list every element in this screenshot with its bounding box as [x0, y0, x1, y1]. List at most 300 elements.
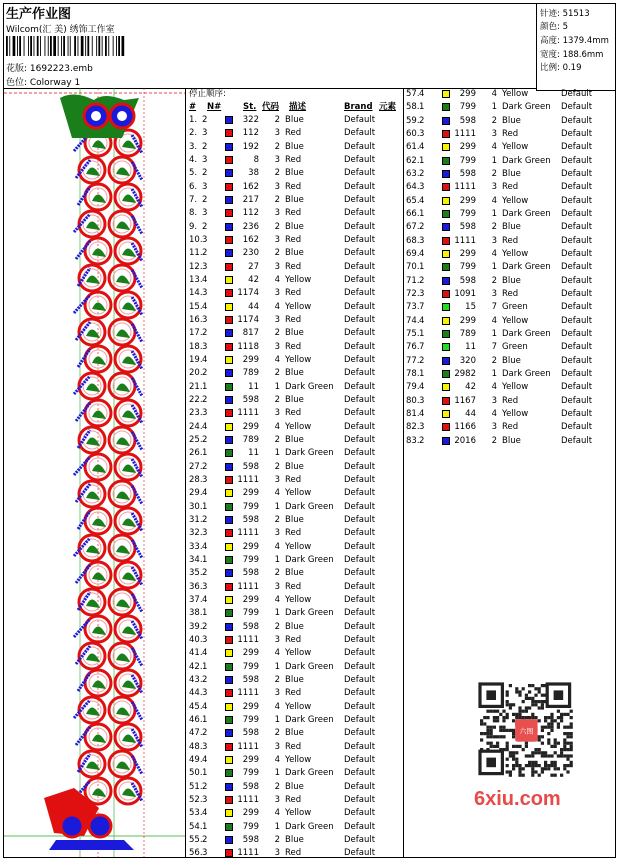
stop-number: 69. — [406, 249, 420, 259]
stop-color-code: 3 — [274, 794, 280, 805]
color-swatch — [442, 197, 450, 205]
stop-row — [406, 248, 611, 261]
stop-number: 26. — [189, 448, 203, 459]
stop-stitch-count: 2982 — [454, 368, 476, 379]
stop-brand: Default — [344, 501, 376, 512]
stop-needle: 1 — [202, 381, 208, 392]
stop-brand: Default — [561, 262, 593, 273]
stop-needle: 1 — [419, 368, 425, 379]
stop-needle: 2 — [202, 115, 208, 125]
stop-number: 41. — [189, 648, 203, 659]
stop-color-code: 1 — [274, 661, 280, 672]
stop-row — [406, 88, 611, 101]
color-swatch — [225, 356, 233, 364]
stop-row — [189, 754, 394, 767]
column-divider-left — [185, 88, 186, 857]
stop-needle: 4 — [419, 195, 425, 206]
stop-brand: Default — [344, 794, 376, 805]
stop-row — [189, 621, 394, 634]
stop-brand: Default — [561, 342, 593, 353]
stop-needle: 1 — [419, 155, 425, 166]
stop-row — [189, 447, 394, 460]
stop-number: 47. — [189, 728, 203, 739]
stop-color-name: Dark Green — [502, 262, 551, 273]
stop-row — [406, 128, 611, 141]
stop-number: 34. — [189, 554, 203, 565]
stop-row — [406, 115, 611, 128]
stop-needle: 3 — [419, 235, 425, 246]
stop-brand: Default — [344, 474, 376, 485]
stop-brand: Default — [344, 434, 376, 445]
stop-row — [406, 395, 611, 408]
stop-color-name: Yellow — [502, 142, 529, 153]
stop-color-name: Yellow — [285, 594, 312, 605]
color-swatch — [225, 836, 233, 844]
stop-color-name: Yellow — [285, 648, 312, 659]
stop-color-code: 1 — [274, 821, 280, 832]
stop-stitch-count: 299 — [242, 421, 259, 432]
stop-color-code: 2 — [274, 514, 280, 525]
stop-needle: 1 — [419, 209, 425, 219]
stop-stitch-count: 598 — [459, 169, 476, 179]
stop-stitch-count: 799 — [459, 209, 476, 219]
stop-needle: 4 — [419, 382, 425, 393]
header-needle: N# — [207, 102, 222, 112]
stop-row — [189, 834, 394, 847]
stop-row — [406, 261, 611, 274]
stop-brand: Default — [344, 621, 376, 632]
stop-stitch-count: 42 — [465, 382, 476, 393]
color-swatch — [442, 303, 450, 311]
color-swatch — [225, 169, 233, 177]
stop-row — [406, 328, 611, 341]
stop-brand: Default — [344, 701, 376, 712]
stop-needle: 4 — [419, 142, 425, 153]
stop-number: 55. — [189, 834, 203, 845]
color-swatch — [442, 130, 450, 138]
stop-needle: 2 — [202, 834, 208, 845]
stop-needle: 7 — [419, 302, 425, 313]
stop-brand: Default — [344, 821, 376, 832]
stop-stitch-count: 1111 — [454, 129, 476, 139]
stop-row — [189, 821, 394, 834]
stop-needle: 3 — [202, 235, 208, 245]
stop-stitch-count: 598 — [459, 115, 476, 126]
stop-brand: Default — [344, 728, 376, 739]
stop-color-code: 3 — [274, 408, 280, 419]
stop-number: 72. — [406, 288, 420, 299]
color-swatch — [225, 756, 233, 764]
stop-stitch-count: 799 — [242, 714, 259, 725]
stop-number: 80. — [406, 395, 420, 406]
stop-brand: Default — [344, 195, 376, 205]
stop-color-code: 3 — [274, 314, 280, 325]
stop-brand: Default — [561, 275, 593, 286]
stop-row — [189, 687, 394, 700]
color-swatch — [225, 343, 233, 351]
stop-row — [189, 487, 394, 500]
stop-color-name: Dark Green — [502, 368, 551, 379]
color-swatch — [225, 369, 233, 377]
stop-brand: Default — [344, 128, 376, 139]
color-swatch — [442, 223, 450, 231]
stop-brand: Default — [344, 368, 376, 379]
stop-needle: 2 — [419, 435, 425, 446]
stop-color-code: 1 — [491, 328, 497, 339]
stop-color-name: Dark Green — [285, 768, 334, 779]
stop-needle: 4 — [419, 89, 425, 99]
stop-needle: 2 — [202, 434, 208, 445]
stop-color-code: 2 — [491, 222, 497, 233]
stop-row — [189, 234, 394, 247]
stop-needle: 4 — [202, 421, 208, 432]
stop-color-code: 3 — [491, 288, 497, 299]
color-swatch — [225, 183, 233, 191]
stop-row — [189, 527, 394, 540]
stop-number: 61. — [406, 142, 420, 153]
stop-brand: Default — [344, 181, 376, 192]
stop-number: 71. — [406, 275, 420, 286]
stat-stitches: 针迹: 51513 — [540, 9, 590, 19]
stop-color-name: Blue — [285, 141, 304, 152]
stop-color-name: Blue — [285, 514, 304, 525]
stop-color-name: Dark Green — [285, 448, 334, 459]
stop-color-code: 3 — [274, 528, 280, 539]
stop-color-code: 3 — [491, 182, 497, 193]
stop-needle: 2 — [202, 781, 208, 792]
stop-brand: Default — [344, 354, 376, 365]
stop-number: 52. — [189, 794, 203, 805]
stop-color-code: 4 — [274, 594, 280, 605]
stop-stitch-count: 299 — [459, 195, 476, 206]
stop-brand: Default — [561, 368, 593, 379]
stop-color-code: 7 — [491, 342, 497, 353]
stop-number: 33. — [189, 541, 203, 552]
color-swatch — [442, 117, 450, 125]
stop-color-code: 4 — [491, 315, 497, 326]
stop-color-code: 2 — [274, 434, 280, 445]
color-swatch — [442, 183, 450, 191]
stop-needle: 3 — [202, 528, 208, 539]
stop-color-code: 2 — [274, 728, 280, 739]
stop-needle: 3 — [419, 395, 425, 406]
stop-color-code: 3 — [274, 634, 280, 645]
color-swatch — [225, 436, 233, 444]
stop-number: 16. — [189, 314, 203, 325]
stop-stitch-count: 162 — [242, 181, 259, 192]
stop-color-name: Blue — [285, 834, 304, 845]
stop-row — [189, 474, 394, 487]
color-swatch — [225, 316, 233, 324]
stop-row — [406, 275, 611, 288]
stop-color-name: Yellow — [285, 421, 312, 432]
header-num: # — [189, 102, 197, 112]
stop-color-code: 2 — [274, 461, 280, 472]
stop-row — [406, 368, 611, 381]
header-element: 元素 — [379, 102, 397, 112]
stop-color-name: Dark Green — [502, 102, 551, 113]
stop-color-code: 4 — [491, 195, 497, 206]
stop-color-code: 1 — [274, 714, 280, 725]
stop-color-name: Red — [285, 634, 302, 645]
stop-color-code: 4 — [274, 541, 280, 552]
stop-color-code: 3 — [274, 155, 280, 165]
stop-stitch-count: 1111 — [237, 581, 259, 592]
stop-brand: Default — [344, 168, 376, 179]
stop-row — [189, 767, 394, 780]
color-swatch — [225, 156, 233, 164]
stop-number: 43. — [189, 674, 203, 685]
stop-brand: Default — [344, 208, 376, 219]
stop-stitch-count: 1111 — [237, 408, 259, 419]
stop-brand: Default — [561, 129, 593, 139]
color-swatch — [225, 489, 233, 497]
stop-color-code: 2 — [274, 221, 280, 232]
stop-color-name: Red — [285, 181, 302, 192]
stop-brand: Default — [344, 714, 376, 725]
stop-number: 22. — [189, 394, 203, 405]
stop-number: 10. — [189, 235, 203, 245]
stop-stitch-count: 799 — [459, 262, 476, 273]
company-name: Wilcom(汇 美) 绣饰工作室 — [6, 25, 115, 35]
stop-stitch-count: 598 — [242, 781, 259, 792]
stop-color-name: Blue — [502, 435, 521, 446]
stop-color-name: Blue — [502, 275, 521, 286]
barcode — [6, 36, 126, 56]
color-swatch — [225, 289, 233, 297]
stop-needle: 1 — [419, 262, 425, 273]
stop-needle: 1 — [202, 768, 208, 779]
stop-row — [189, 581, 394, 594]
stop-needle: 3 — [202, 474, 208, 485]
stop-color-name: Yellow — [502, 382, 529, 393]
stop-stitch-count: 598 — [459, 222, 476, 233]
stop-color-name: Red — [285, 474, 302, 485]
stop-number: 6. — [189, 181, 198, 192]
stop-row — [406, 235, 611, 248]
color-swatch — [225, 769, 233, 777]
color-swatch — [225, 476, 233, 484]
stop-number: 24. — [189, 421, 203, 432]
stop-color-code: 4 — [491, 408, 497, 419]
stop-number: 39. — [189, 621, 203, 632]
stop-needle: 2 — [202, 195, 208, 205]
stop-brand: Default — [344, 115, 376, 125]
color-swatch — [225, 729, 233, 737]
color-swatch — [442, 103, 450, 111]
stop-color-code: 3 — [274, 688, 280, 699]
stop-row — [189, 607, 394, 620]
stop-color-code: 4 — [274, 754, 280, 765]
stop-color-name: Dark Green — [285, 554, 334, 565]
stop-color-code: 2 — [274, 834, 280, 845]
stop-row — [406, 101, 611, 114]
stop-brand: Default — [344, 275, 376, 285]
stop-stitch-count: 299 — [242, 594, 259, 605]
stop-number: 14. — [189, 288, 203, 299]
stop-stitch-count: 44 — [465, 408, 476, 419]
stop-stitch-count: 799 — [242, 661, 259, 672]
stop-color-code: 3 — [274, 208, 280, 219]
stop-color-name: Blue — [285, 328, 304, 339]
stop-color-name: Dark Green — [502, 209, 551, 219]
stop-color-code: 2 — [491, 355, 497, 366]
stop-number: 49. — [189, 754, 203, 765]
stop-number: 62. — [406, 155, 420, 166]
stop-color-name: Red — [285, 794, 302, 805]
colorway-label: 色位: Colorway 1 — [6, 78, 81, 88]
column-divider-right — [403, 88, 404, 857]
stop-color-name: Yellow — [285, 275, 312, 285]
stop-brand: Default — [344, 781, 376, 792]
stop-brand: Default — [344, 261, 376, 272]
stop-color-name: Red — [285, 581, 302, 592]
stop-color-code: 4 — [491, 249, 497, 259]
stop-color-code: 7 — [491, 302, 497, 313]
color-swatch — [225, 409, 233, 417]
stop-number: 53. — [189, 808, 203, 819]
stop-color-name: Red — [285, 208, 302, 219]
color-swatch — [225, 529, 233, 537]
stop-stitch-count: 799 — [459, 102, 476, 113]
stop-stitch-count: 27 — [248, 261, 259, 272]
stop-brand: Default — [561, 422, 593, 433]
stop-row — [189, 261, 394, 274]
stop-row — [189, 807, 394, 820]
stop-needle: 3 — [202, 314, 208, 325]
stop-needle: 1 — [202, 501, 208, 512]
stop-color-code: 1 — [491, 368, 497, 379]
color-swatch — [225, 449, 233, 457]
stop-brand: Default — [561, 408, 593, 419]
color-swatch — [442, 143, 450, 151]
stop-stitch-count: 1111 — [237, 528, 259, 539]
stop-row — [406, 435, 611, 448]
stop-number: 31. — [189, 514, 203, 525]
stop-brand: Default — [344, 448, 376, 459]
stop-needle: 1 — [202, 661, 208, 672]
stop-color-name: Red — [285, 128, 302, 139]
stop-needle: 2 — [202, 248, 208, 259]
stop-number: 35. — [189, 568, 203, 579]
stop-color-code: 3 — [274, 341, 280, 352]
stop-brand: Default — [344, 528, 376, 539]
stop-stitch-count: 230 — [242, 248, 259, 259]
stop-brand: Default — [561, 89, 593, 99]
stop-brand: Default — [344, 754, 376, 765]
stop-stitch-count: 1111 — [237, 688, 259, 699]
stop-color-code: 4 — [274, 354, 280, 365]
stop-stitch-count: 38 — [248, 168, 259, 179]
stop-color-name: Yellow — [285, 808, 312, 819]
color-swatch — [225, 703, 233, 711]
stop-stitch-count: 299 — [459, 89, 476, 99]
stop-needle: 3 — [202, 741, 208, 752]
stop-brand: Default — [561, 288, 593, 299]
stat-colors: 颜色: 5 — [540, 22, 568, 32]
stop-needle: 1 — [419, 328, 425, 339]
stop-stitch-count: 42 — [248, 275, 259, 285]
stop-row — [189, 407, 394, 420]
stop-number: 5. — [189, 168, 198, 179]
stop-color-name: Yellow — [502, 408, 529, 419]
stop-needle: 4 — [419, 315, 425, 326]
stop-color-name: Red — [285, 235, 302, 245]
stop-brand: Default — [344, 541, 376, 552]
stop-color-name: Red — [502, 182, 519, 193]
embroidery-preview-image — [4, 88, 185, 857]
color-swatch — [225, 783, 233, 791]
stop-row — [189, 287, 394, 300]
stop-stitch-count: 15 — [465, 302, 476, 313]
stop-color-name: Red — [285, 155, 302, 165]
stop-brand: Default — [344, 808, 376, 819]
stop-stitch-count: 299 — [459, 315, 476, 326]
stop-brand: Default — [344, 381, 376, 392]
stop-color-name: Yellow — [285, 354, 312, 365]
color-swatch — [225, 303, 233, 311]
stop-stitch-count: 1111 — [237, 474, 259, 485]
stop-color-code: 3 — [274, 235, 280, 245]
stop-brand: Default — [561, 355, 593, 366]
stop-stitch-count: 799 — [242, 608, 259, 619]
stop-stitch-count: 598 — [242, 568, 259, 579]
stop-row — [189, 714, 394, 727]
stop-needle: 2 — [202, 568, 208, 579]
stop-number: 12. — [189, 261, 203, 272]
color-swatch — [442, 330, 450, 338]
stop-color-code: 2 — [274, 781, 280, 792]
stop-color-code: 2 — [274, 621, 280, 632]
stop-needle: 1 — [202, 608, 208, 619]
stop-stitch-count: 598 — [242, 674, 259, 685]
stop-stitch-count: 1091 — [454, 288, 476, 299]
color-swatch — [442, 263, 450, 271]
color-swatch — [442, 423, 450, 431]
stop-stitch-count: 799 — [242, 821, 259, 832]
color-swatch — [225, 676, 233, 684]
stop-color-code: 1 — [491, 155, 497, 166]
stop-row — [406, 341, 611, 354]
stop-number: 76. — [406, 342, 420, 353]
stop-brand: Default — [344, 648, 376, 659]
stop-brand: Default — [344, 568, 376, 579]
stop-stitch-count: 299 — [242, 808, 259, 819]
stop-needle: 3 — [202, 341, 208, 352]
stop-color-name: Red — [502, 288, 519, 299]
stop-stitch-count: 1111 — [237, 848, 259, 859]
stop-row — [189, 567, 394, 580]
stop-brand: Default — [344, 288, 376, 299]
stop-row — [189, 367, 394, 380]
stop-stitch-count: 1174 — [237, 288, 259, 299]
stop-stitch-count: 1174 — [237, 314, 259, 325]
stop-row — [189, 741, 394, 754]
stop-row — [406, 141, 611, 154]
stop-color-code: 4 — [274, 701, 280, 712]
stop-row — [189, 514, 394, 527]
stop-stitch-count: 799 — [242, 501, 259, 512]
color-swatch — [225, 583, 233, 591]
stop-color-name: Blue — [285, 195, 304, 205]
stop-brand: Default — [344, 674, 376, 685]
stop-color-code: 4 — [274, 421, 280, 432]
stop-color-code: 4 — [274, 648, 280, 659]
color-swatch — [225, 209, 233, 217]
stop-color-code: 2 — [274, 168, 280, 179]
stop-brand: Default — [561, 222, 593, 233]
color-swatch — [442, 437, 450, 445]
